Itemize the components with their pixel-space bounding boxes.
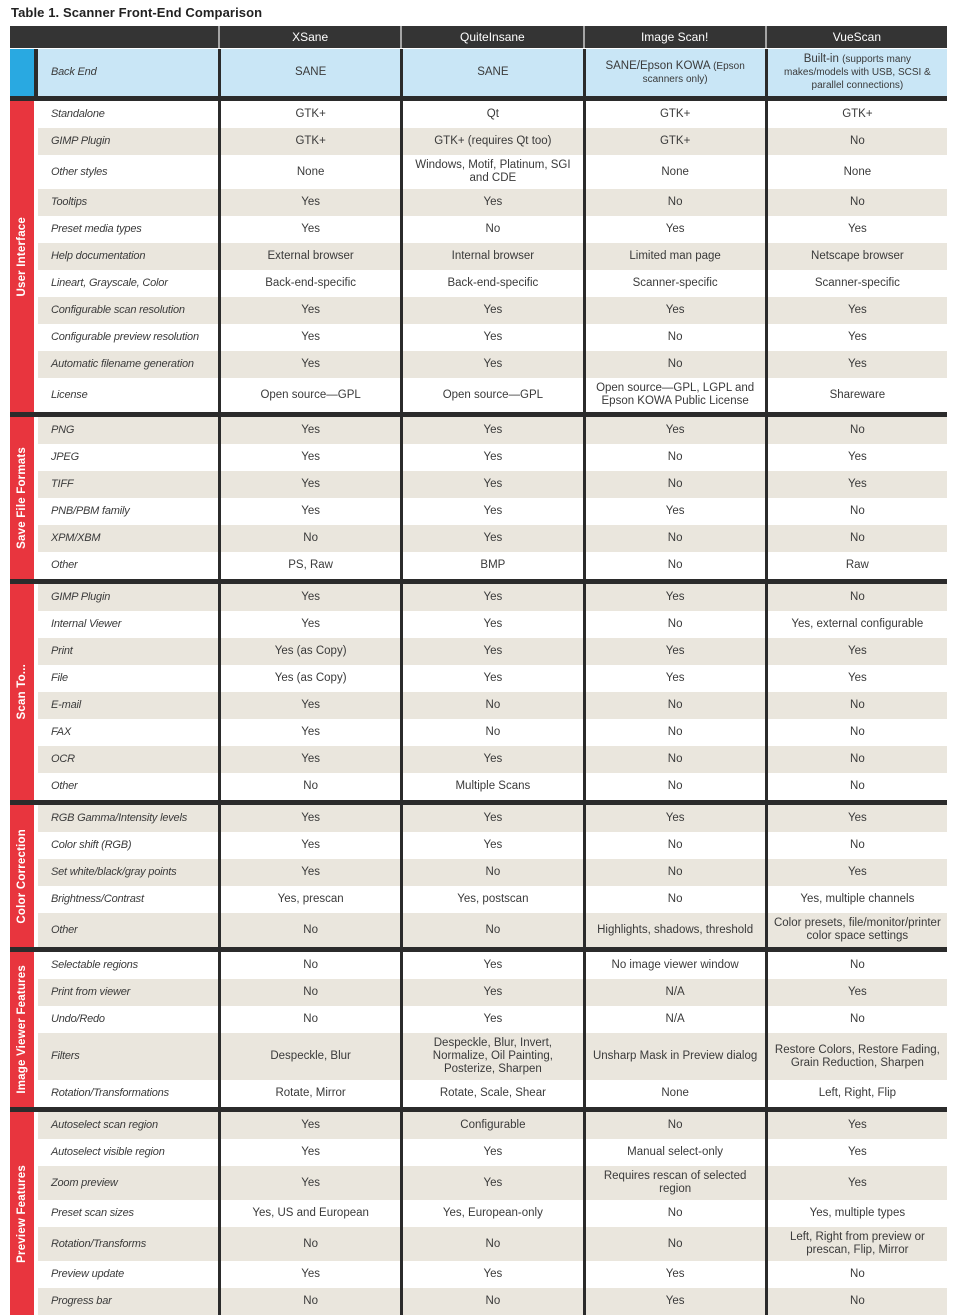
cell-value: Yes xyxy=(218,1166,400,1200)
cell-value: Yes xyxy=(765,805,947,832)
feature-label: TIFF xyxy=(51,478,74,490)
table-row xyxy=(38,378,947,412)
feature-label: Filters xyxy=(51,1050,80,1062)
cell-value: No xyxy=(583,189,765,216)
table-row xyxy=(38,805,947,832)
feature-label: Rotation/Transforms xyxy=(51,1237,147,1250)
cell-value: Open source—GPL, LGPL and Epson KOWA Public License xyxy=(583,378,765,412)
table-row xyxy=(38,913,947,947)
feature-label: Autoselect visible region xyxy=(51,1146,165,1158)
table-row xyxy=(38,498,947,525)
feature-label: Selectable regions xyxy=(51,959,138,971)
table-row xyxy=(38,216,947,243)
table-title: Table 1. Scanner Front-End Comparison xyxy=(11,5,263,20)
cell-value: None xyxy=(583,1080,765,1107)
cell-value: Yes xyxy=(400,297,582,324)
cell-value: Yes xyxy=(218,444,400,471)
cell-value: Yes xyxy=(400,611,582,638)
section-save-file-formats xyxy=(10,417,947,579)
table-row xyxy=(38,832,947,859)
cell-value: No xyxy=(583,1227,765,1261)
table-row xyxy=(38,719,947,746)
cell-value: Yes xyxy=(400,1139,582,1166)
cell-value: Unsharp Mask in Preview dialog xyxy=(583,1033,765,1080)
feature-label: Zoom preview xyxy=(51,1176,118,1189)
cell-value: No xyxy=(765,498,947,525)
cell-value: No xyxy=(765,952,947,979)
table-row xyxy=(38,128,947,155)
feature-label: JPEG xyxy=(51,451,79,463)
feature-label: Rotation/Transformations xyxy=(51,1087,169,1099)
cell-value: SANE/Epson KOWA (Epson scanners only) xyxy=(583,49,765,96)
cell-value: No xyxy=(583,1200,765,1227)
cell-value: BMP xyxy=(400,552,582,579)
cell-value: No xyxy=(765,189,947,216)
cell-value: Restore Colors, Restore Fading, Grain Reduction, Sharpen xyxy=(765,1033,947,1080)
cell-value: No xyxy=(218,1288,400,1315)
section-strip xyxy=(10,417,34,579)
feature-label: Progress bar xyxy=(51,1295,112,1307)
feature-label: FAX xyxy=(51,726,71,738)
cell-value: Yes xyxy=(765,665,947,692)
cell-value: Left, Right from preview or prescan, Flip, Mirror xyxy=(765,1227,947,1261)
cell-value: No xyxy=(218,1227,400,1261)
section-rows xyxy=(38,417,947,579)
cell-value: SANE xyxy=(400,49,582,96)
table-row xyxy=(38,584,947,611)
cell-value: Yes xyxy=(400,1006,582,1033)
cell-value: Rotate, Mirror xyxy=(218,1080,400,1107)
cell-value: No xyxy=(400,692,582,719)
cell-value: Manual select-only xyxy=(583,1139,765,1166)
column-header-vuescan: VueScan xyxy=(765,26,947,48)
cell-value: Yes xyxy=(400,638,582,665)
scanner-comparison-page xyxy=(10,5,947,1315)
cell-value: No xyxy=(583,351,765,378)
section-color-correction xyxy=(10,805,947,947)
cell-value: Left, Right, Flip xyxy=(765,1080,947,1107)
table-body xyxy=(10,96,947,1315)
cell-value: No xyxy=(765,128,947,155)
cell-value: Yes xyxy=(218,719,400,746)
cell-value: Windows, Motif, Platinum, SGI and CDE xyxy=(400,155,582,189)
cell-value: Yes xyxy=(765,471,947,498)
table-row xyxy=(38,552,947,579)
cell-value: Yes xyxy=(218,584,400,611)
feature-label: Other styles xyxy=(51,165,108,178)
cell-value: Yes xyxy=(765,444,947,471)
cell-value: GTK+ xyxy=(583,128,765,155)
cell-value: Yes xyxy=(400,351,582,378)
feature-label: Other xyxy=(51,923,78,936)
cell-value: Yes xyxy=(218,1139,400,1166)
table-row xyxy=(38,324,947,351)
cell-value: Yes xyxy=(400,746,582,773)
cell-value: Yes xyxy=(765,859,947,886)
cell-value: No xyxy=(583,324,765,351)
feature-label: RGB Gamma/Intensity levels xyxy=(51,812,188,824)
cell-value: Yes xyxy=(400,584,582,611)
backend-accent-square xyxy=(10,49,34,96)
column-header-image-scan: Image Scan! xyxy=(583,26,765,48)
header-row xyxy=(10,26,947,48)
cell-value: Yes xyxy=(400,189,582,216)
table-row xyxy=(38,189,947,216)
cell-value: Yes, US and European xyxy=(218,1200,400,1227)
section-label: Color Correction xyxy=(16,828,28,924)
cell-value: Yes xyxy=(583,417,765,444)
cell-value: Despeckle, Blur, Invert, Normalize, Oil Painting, Posterize, Sharpen xyxy=(400,1033,582,1080)
table-row xyxy=(38,1112,947,1139)
cell-value: Yes xyxy=(583,1288,765,1315)
feature-label: Brightness/Contrast xyxy=(51,893,144,905)
section-rows xyxy=(38,1112,947,1315)
table-row xyxy=(38,101,947,128)
cell-value: No xyxy=(400,216,582,243)
feature-label: PNG xyxy=(51,424,75,436)
table-row xyxy=(38,611,947,638)
feature-label: Set white/black/gray points xyxy=(51,866,177,878)
cell-value: Yes xyxy=(583,1261,765,1288)
feature-label: GIMP Plugin xyxy=(51,591,111,603)
cell-value: GTK+ xyxy=(583,101,765,128)
cell-value: Yes xyxy=(765,638,947,665)
feature-label: Color shift (RGB) xyxy=(51,839,132,851)
cell-value: Yes xyxy=(765,1166,947,1200)
back-end-row xyxy=(10,48,947,96)
feature-label: Back End xyxy=(51,66,97,78)
cell-value: Yes xyxy=(400,498,582,525)
cell-value: Yes xyxy=(400,979,582,1006)
cell-value: External browser xyxy=(218,243,400,270)
cell-value: Yes xyxy=(765,297,947,324)
cell-value: Yes, European-only xyxy=(400,1200,582,1227)
table-row xyxy=(38,1033,947,1080)
section-scan-to xyxy=(10,584,947,800)
section-strip xyxy=(10,101,34,412)
cell-value: Yes, prescan xyxy=(218,886,400,913)
cell-value: Scanner-specific xyxy=(765,270,947,297)
cell-value: No xyxy=(400,1288,582,1315)
comparison-table xyxy=(10,26,947,1315)
cell-value: GTK+ xyxy=(218,128,400,155)
cell-value: No xyxy=(765,746,947,773)
table-row xyxy=(38,746,947,773)
feature-label: Preset scan sizes xyxy=(51,1207,134,1219)
cell-value: No xyxy=(583,886,765,913)
cell-value: Yes xyxy=(765,1112,947,1139)
feature-label: Other xyxy=(51,780,78,792)
feature-label: GIMP Plugin xyxy=(51,135,111,147)
cell-value: Yes xyxy=(400,324,582,351)
cell-value: Yes, postscan xyxy=(400,886,582,913)
feature-label: Other xyxy=(51,559,78,571)
cell-value: Despeckle, Blur xyxy=(218,1033,400,1080)
cell-value: No xyxy=(583,859,765,886)
feature-label: Print xyxy=(51,645,73,657)
cell-value: No xyxy=(583,692,765,719)
cell-value: Yes xyxy=(218,324,400,351)
feature-label: XPM/XBM xyxy=(51,532,101,544)
cell-value: No xyxy=(583,552,765,579)
feature-label: Automatic filename generation xyxy=(51,358,194,370)
cell-value: Yes xyxy=(218,611,400,638)
cell-value: Yes xyxy=(400,417,582,444)
cell-value: Yes xyxy=(400,471,582,498)
table-row xyxy=(38,979,947,1006)
feature-label: Help documentation xyxy=(51,250,146,262)
header-corner xyxy=(10,26,218,48)
section-strip xyxy=(10,952,34,1107)
cell-value: Scanner-specific xyxy=(583,270,765,297)
cell-value: Netscape browser xyxy=(765,243,947,270)
section-label: Scan To... xyxy=(16,664,28,720)
section-strip xyxy=(10,805,34,947)
cell-value: Yes xyxy=(583,498,765,525)
feature-label: License xyxy=(51,388,88,401)
cell-value: No xyxy=(400,913,582,947)
feature-label: E-mail xyxy=(51,699,81,711)
cell-value: No xyxy=(583,611,765,638)
cell-value: Yes xyxy=(765,1139,947,1166)
cell-value: Yes (as Copy) xyxy=(218,665,400,692)
table-row xyxy=(38,525,947,552)
table-row xyxy=(38,297,947,324)
cell-value: Open source—GPL xyxy=(218,378,400,412)
table-row xyxy=(38,155,947,189)
table-row xyxy=(38,1288,947,1315)
cell-value: Yes xyxy=(583,805,765,832)
cell-value: Yes xyxy=(400,952,582,979)
cell-value: No xyxy=(583,832,765,859)
cell-value: Yes xyxy=(218,216,400,243)
cell-value: No xyxy=(765,525,947,552)
feature-label: Configurable scan resolution xyxy=(51,304,185,316)
cell-value: Yes xyxy=(765,979,947,1006)
section-rows xyxy=(38,805,947,947)
cell-value: No xyxy=(583,773,765,800)
cell-value: Requires rescan of selected region xyxy=(583,1166,765,1200)
cell-value: No xyxy=(218,1006,400,1033)
cell-value: No xyxy=(218,525,400,552)
table-row xyxy=(38,1227,947,1261)
cell-value: Yes xyxy=(583,665,765,692)
cell-value: No xyxy=(218,979,400,1006)
cell-value: Yes xyxy=(765,216,947,243)
cell-value: Multiple Scans xyxy=(400,773,582,800)
cell-value: Yes xyxy=(583,638,765,665)
feature-label: File xyxy=(51,672,68,684)
cell-value: No xyxy=(583,1112,765,1139)
cell-value: Yes (as Copy) xyxy=(218,638,400,665)
cell-value: Yes, external configurable xyxy=(765,611,947,638)
cell-value: Yes xyxy=(583,216,765,243)
cell-value: N/A xyxy=(583,979,765,1006)
cell-value: Yes xyxy=(218,692,400,719)
table-row xyxy=(38,1080,947,1107)
table-row xyxy=(38,1139,947,1166)
cell-value: Yes xyxy=(218,805,400,832)
feature-label: PNB/PBM family xyxy=(51,505,130,517)
cell-value: No image viewer window xyxy=(583,952,765,979)
cell-value: No xyxy=(583,719,765,746)
table-row xyxy=(38,1200,947,1227)
cell-value: No xyxy=(765,1006,947,1033)
table-row xyxy=(38,692,947,719)
feature-label: Undo/Redo xyxy=(51,1013,105,1025)
column-header-xsane: XSane xyxy=(218,26,400,48)
table-row xyxy=(38,1166,947,1200)
feature-label: Print from viewer xyxy=(51,986,131,998)
cell-value: Yes xyxy=(218,1112,400,1139)
cell-value: Qt xyxy=(400,101,582,128)
cell-value: N/A xyxy=(583,1006,765,1033)
section-label: User Interface xyxy=(16,216,28,297)
cell-value: Yes xyxy=(583,584,765,611)
cell-value: Internal browser xyxy=(400,243,582,270)
cell-value: Shareware xyxy=(765,378,947,412)
cell-value: Color presets, file/​monitor/​printer color space settings xyxy=(765,913,947,947)
section-strip xyxy=(10,584,34,800)
section-preview-features xyxy=(10,1112,947,1315)
cell-value: Yes xyxy=(400,805,582,832)
table-row xyxy=(38,1261,947,1288)
table-row xyxy=(38,665,947,692)
cell-value: Yes xyxy=(218,498,400,525)
cell-value: No xyxy=(400,1227,582,1261)
cell-value: No xyxy=(765,832,947,859)
cell-value: GTK+ xyxy=(218,101,400,128)
cell-value: Configurable xyxy=(400,1112,582,1139)
cell-value: Back-end-specific xyxy=(218,270,400,297)
cell-value: No xyxy=(583,525,765,552)
cell-value: Yes xyxy=(218,417,400,444)
feature-label: Lineart, Grayscale, Color xyxy=(51,277,168,289)
cell-value: No xyxy=(765,773,947,800)
table-row xyxy=(38,243,947,270)
cell-value: None xyxy=(765,155,947,189)
table-row xyxy=(38,417,947,444)
cell-value: Yes xyxy=(583,297,765,324)
cell-value: Yes, multiple channels xyxy=(765,886,947,913)
section-label: Save File Formats xyxy=(16,447,28,549)
cell-value: Yes xyxy=(400,665,582,692)
section-strip xyxy=(10,1112,34,1315)
cell-value: No xyxy=(400,859,582,886)
cell-value: No xyxy=(583,746,765,773)
cell-value: No xyxy=(765,692,947,719)
cell-value: Yes, multiple types xyxy=(765,1200,947,1227)
feature-label: Internal Viewer xyxy=(51,618,122,630)
cell-value: Yes xyxy=(400,1166,582,1200)
table-row xyxy=(38,471,947,498)
section-rows xyxy=(38,952,947,1107)
table-row xyxy=(38,444,947,471)
cell-value: No xyxy=(400,719,582,746)
cell-value: No xyxy=(583,444,765,471)
feature-label: OCR xyxy=(51,753,75,765)
cell-value: Yes xyxy=(218,471,400,498)
cell-value: No xyxy=(765,1261,947,1288)
feature-label: Configurable preview resolution xyxy=(51,331,199,343)
column-header-quiteinsane: QuiteInsane xyxy=(400,26,582,48)
cell-value: No xyxy=(765,584,947,611)
table-row xyxy=(38,638,947,665)
cell-value: Yes xyxy=(218,1261,400,1288)
cell-value: No xyxy=(218,913,400,947)
cell-value: No xyxy=(765,719,947,746)
cell-value: Yes xyxy=(400,1261,582,1288)
section-rows xyxy=(38,101,947,412)
feature-label: Preset media types xyxy=(51,223,142,235)
cell-value: Open source—GPL xyxy=(400,378,582,412)
cell-value: Yes xyxy=(218,189,400,216)
cell-value: None xyxy=(583,155,765,189)
cell-value: No xyxy=(583,471,765,498)
cell-value: Highlights, shadows, threshold xyxy=(583,913,765,947)
table-row xyxy=(38,1006,947,1033)
feature-label: Preview update xyxy=(51,1268,125,1280)
cell-value: Yes xyxy=(400,832,582,859)
cell-value: GTK+ xyxy=(765,101,947,128)
cell-value: Yes xyxy=(218,859,400,886)
table-row xyxy=(38,886,947,913)
cell-value: Back-end-specific xyxy=(400,270,582,297)
cell-value: Yes xyxy=(765,324,947,351)
cell-value: No xyxy=(218,952,400,979)
table-row xyxy=(38,351,947,378)
cell-value: Yes xyxy=(218,746,400,773)
cell-value: Limited man page xyxy=(583,243,765,270)
cell-value: Yes xyxy=(400,444,582,471)
cell-value: SANE xyxy=(218,49,400,96)
section-image-viewer-features xyxy=(10,952,947,1107)
cell-value: No xyxy=(765,1288,947,1315)
cell-value: No xyxy=(218,773,400,800)
cell-value: No xyxy=(765,417,947,444)
section-label: Preview Features xyxy=(16,1164,28,1263)
cell-value: GTK+ (requires Qt too) xyxy=(400,128,582,155)
table-row xyxy=(38,773,947,800)
cell-value: Yes xyxy=(218,351,400,378)
cell-value: Yes xyxy=(218,297,400,324)
table-row xyxy=(38,270,947,297)
cell-value: Yes xyxy=(765,351,947,378)
table-row xyxy=(38,952,947,979)
section-user-interface xyxy=(10,101,947,412)
feature-label: Autoselect scan region xyxy=(51,1119,158,1131)
cell-value: Rotate, Scale, Shear xyxy=(400,1080,582,1107)
cell-value: Yes xyxy=(218,832,400,859)
feature-label: Standalone xyxy=(51,108,105,120)
section-label: Image Viewer Features xyxy=(16,965,28,1094)
cell-value: None xyxy=(218,155,400,189)
cell-value: Raw xyxy=(765,552,947,579)
cell-value: Built-in (supports many makes/models with USB, SCSI & parallel connections) xyxy=(765,49,947,96)
section-rows xyxy=(38,584,947,800)
cell-value: PS, Raw xyxy=(218,552,400,579)
feature-label: Tooltips xyxy=(51,196,87,208)
cell-value: Yes xyxy=(400,525,582,552)
table-row xyxy=(38,859,947,886)
